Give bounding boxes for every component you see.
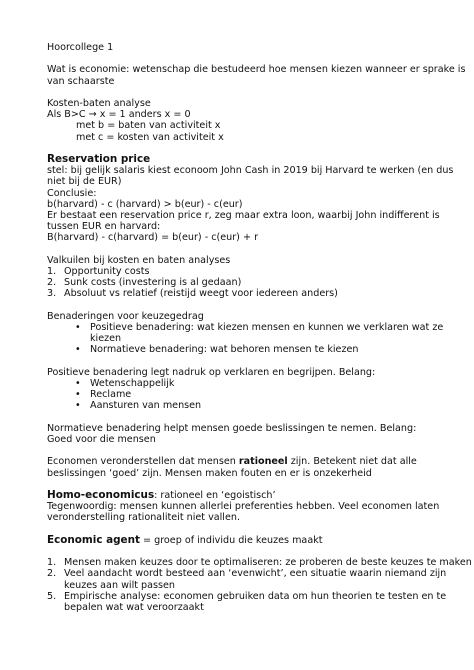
valkuilen-heading: Valkuilen bij kosten en baten analyses: [47, 254, 231, 266]
list-item: • Aansturen van mensen: [47, 400, 474, 411]
rp-er: Er bestaat een reservation price r, zeg maar extra loon, waarbij John indifferent is tussen EUR en harvard:: [47, 210, 440, 233]
normatief-intro: Normatieve benadering helpt mensen goede beslissingen te nemen. Belang:: [47, 422, 417, 434]
benaderingen-list: [47, 322, 474, 356]
list-item: 2. Veel aandacht wordt besteed aan ‘evenwicht’, een situatie waarin niemand zijn keuzes aan wilt passen: [47, 568, 447, 591]
rp-stel: stel: bij gelijk salaris kiest econoom John Cash in 2019 bij Harvard te werken (en dus niet bij de EUR): [47, 165, 454, 188]
kb-c: met c = kosten van activiteit x: [76, 131, 224, 143]
list-item: • Positieve benadering: wat kiezen mensen en kunnen we verklaren wat ze kiezen: [47, 322, 474, 344]
kb-rule: Als B>C → x = 1 anders x = 0: [47, 109, 191, 121]
kb-b: met b = baten van activiteit x: [76, 120, 221, 132]
rp-eq: B(harvard) - c(harvard) = b(eur) - c(eur) + r: [47, 232, 259, 244]
list-item: 3. Absoluut vs relatief (reistijd weegt voor iedereen anders): [47, 288, 338, 300]
benaderingen-heading: Benaderingen voor keuzegedrag: [47, 310, 204, 322]
list-item: 1. Mensen maken keuzes door te optimaliseren: ze proberen de beste keuzes te maken: [47, 557, 472, 569]
document-title: Hoorcollege 1: [47, 42, 114, 53]
homo-line: Homo-economicus: rationeel en ‘egoistisch’: [47, 488, 276, 501]
list-item: • Reclame: [47, 389, 474, 400]
rp-heading: Reservation price: [47, 152, 151, 165]
normatief-line2: Goed voor die mensen: [47, 434, 156, 445]
rp-ineq: b(harvard) - c (harvard) > b(eur) - c(eur): [47, 198, 243, 210]
list-item: • Wetenschappelijk: [47, 378, 474, 389]
agent-line: Economic agent = groep of individu die keuzes maakt: [47, 533, 323, 546]
list-item: • Normatieve benadering: wat behoren mensen te kiezen: [47, 344, 474, 355]
list-item: 1. Opportunity costs: [47, 266, 150, 277]
rp-conclusie: Conclusie:: [47, 187, 97, 199]
agent-list: [47, 557, 474, 613]
definition-economie: Wat is economie: wetenschap die bestudeerd hoe mensen kiezen wanneer er sprake is van schaarste: [47, 64, 466, 87]
list-item: 2. Sunk costs (investering is al gedaan): [47, 277, 242, 289]
kb-heading: Kosten-baten analyse: [47, 97, 151, 109]
homo-line2: Tegenwoordig: mensen kunnen allerlei preferenties hebben. Veel economen laten veronderstelling rationaliteit niet vallen.: [47, 501, 440, 524]
positief-intro: Positieve benadering legt nadruk op verklaren en begrijpen. Belang:: [47, 366, 376, 378]
positief-list: [47, 378, 474, 412]
rationeel-paragraph: Economen veronderstellen dat mensen rationeel zijn. Betekent niet dat alle beslissingen ‘goed’ zijn. Mensen maken fouten en er is onzekerheid: [47, 456, 417, 479]
valkuilen-list: [47, 266, 474, 300]
list-item: 5. Empirische analyse: economen gebruiken data om hun theorien te testen en te bepalen wat wat veroorzaakt: [47, 590, 447, 613]
